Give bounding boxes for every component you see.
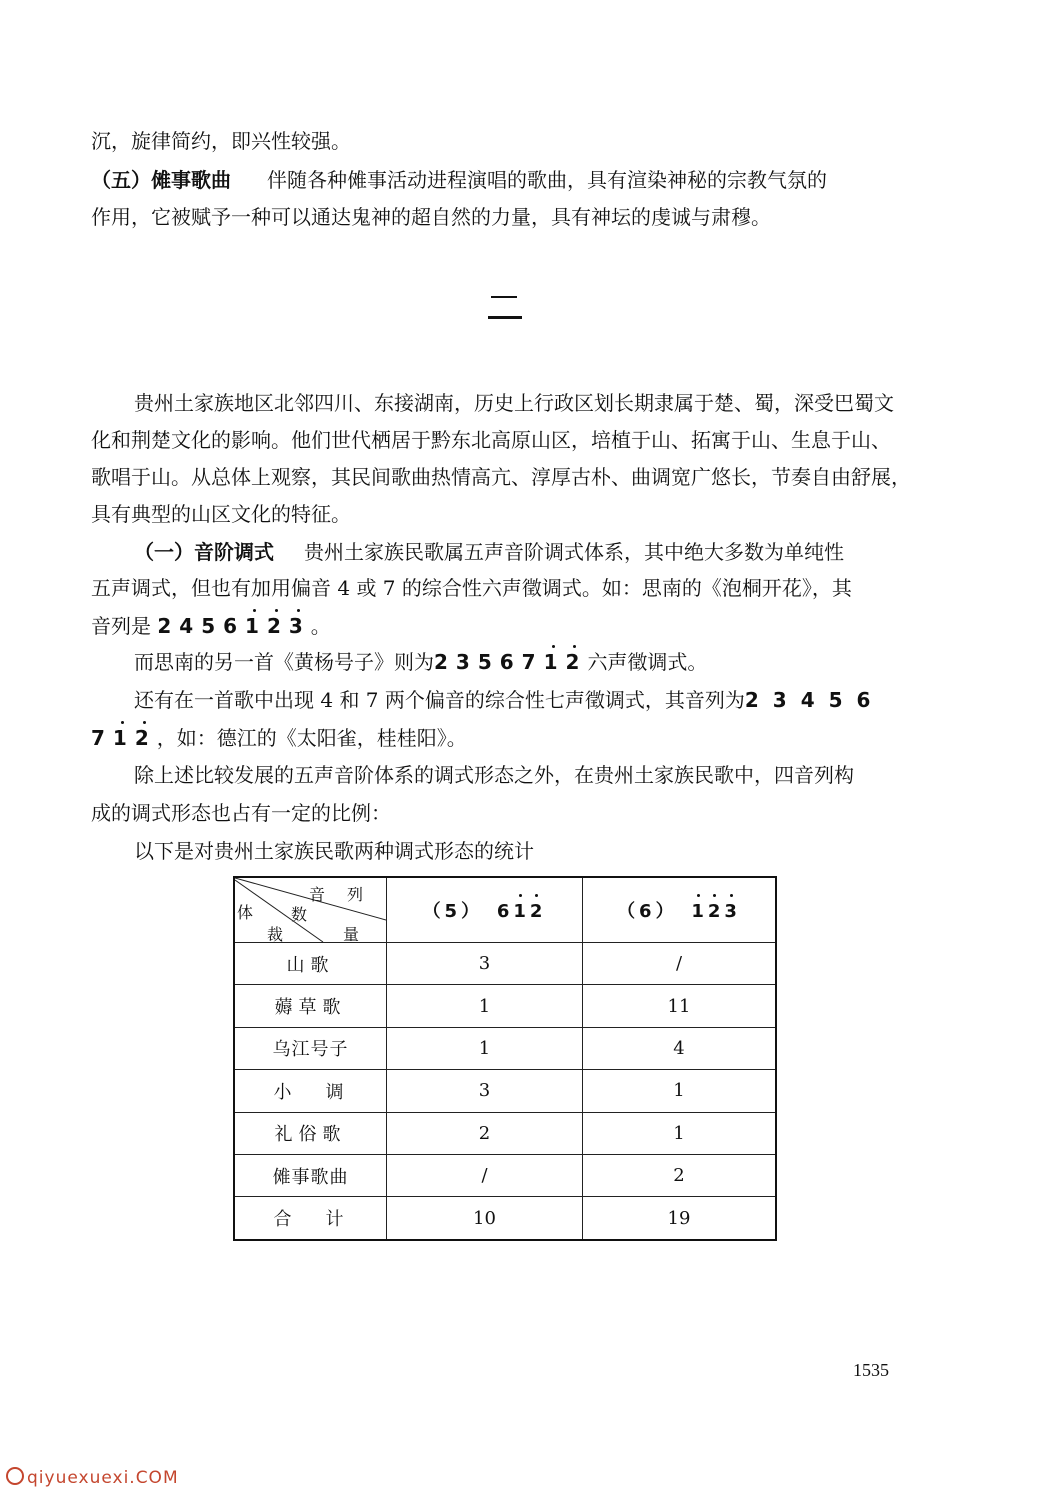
table-cell: 2 (583, 1154, 777, 1196)
section-label: （一）音阶调式 (134, 540, 274, 564)
paragraph-text: 贵州土家族民歌属五声音阶调式体系，其中绝大多数为单纯性 (304, 540, 844, 564)
scale-notes: 23456 (744, 688, 885, 712)
table-row (234, 1154, 776, 1196)
paragraph-text: 音列是 (91, 614, 151, 638)
watermark-logo-icon (6, 1467, 24, 1485)
paragraph-line (91, 728, 467, 748)
corner-label-top: 音列 (309, 885, 386, 904)
paragraph-text: 。 (310, 614, 331, 638)
row-label: 乌江号子 (234, 1027, 387, 1069)
watermark: qiyuexuexi.COM (6, 1467, 179, 1488)
table-row (234, 1112, 776, 1154)
column-notes: 612 (496, 901, 547, 922)
scale-notes: 23567 (434, 650, 544, 674)
paragraph-text: 六声徵调式。 (587, 650, 708, 674)
table-cell: 1 (387, 985, 583, 1027)
column-prefix: （5） (422, 901, 484, 922)
paragraph-text: 伴随各种傩事活动进程演唱的歌曲，具有渲染神秘的宗教气氛的 (267, 168, 827, 192)
paragraph-text: 而思南的另一首《黄杨号子》则为 (134, 650, 434, 674)
dotted-note: 1 (543, 650, 566, 674)
table-row (234, 943, 776, 985)
paragraph-line: 作用，它被赋予一种可以通达鬼神的超自然的力量，具有神坛的虔诚与肃穆。 (91, 205, 771, 229)
column-notes: 123 (691, 901, 741, 922)
table-cell: 3 (387, 1070, 583, 1112)
paragraph-line: 五声调式，但也有加用偏音 4 或 7 的综合性六声徵调式。如：思南的《泡桐开花》，其 (91, 576, 852, 600)
paragraph-line: 成的调式形态也占有一定的比例： (91, 801, 391, 825)
table-cell: / (583, 943, 777, 985)
paragraph-line: 以下是对贵州土家族民歌两种调式形态的统计 (134, 839, 534, 863)
corner-label-bottom-right: 量 (343, 925, 360, 944)
paragraph-line: 具有典型的山区文化的特征。 (91, 502, 351, 526)
column-header (583, 877, 777, 943)
row-label: 小调 (234, 1070, 387, 1112)
table-cell: 1 (583, 1070, 777, 1112)
page-number: 1535 (853, 1360, 889, 1380)
dotted-note: 2 (266, 614, 289, 638)
table-cell: 19 (583, 1197, 777, 1240)
corner-label-mid: 数 (291, 905, 308, 924)
table-header-row (234, 877, 776, 943)
paragraph-line: 沉，旋律简约，即兴性较强。 (91, 129, 351, 153)
corner-label-bottom-left: 裁 (267, 925, 284, 944)
paragraph-line (134, 690, 884, 710)
paragraph-line: 歌唱于山。从总体上观察，其民间歌曲热情高亢、淳厚古朴、曲调宽广悠长，节奏自由舒展， (91, 465, 911, 489)
column-prefix: （6） (617, 901, 678, 922)
table-cell: / (387, 1154, 583, 1196)
table-row (234, 985, 776, 1027)
corner-label-left: 体 (237, 903, 254, 922)
table-cell: 2 (387, 1112, 583, 1154)
paragraph-line: 除上述比较发展的五声音阶体系的调式形态之外，在贵州土家族民歌中，四音列构 (134, 763, 854, 787)
scale-notes: 2456 (157, 614, 246, 638)
table-cell: 3 (387, 943, 583, 985)
row-label: 山歌 (234, 943, 387, 985)
diagonal-header-cell (234, 877, 387, 943)
row-label: 礼俗歌 (234, 1112, 387, 1154)
paragraph-line (134, 542, 844, 562)
row-label: 傩事歌曲 (234, 1154, 387, 1196)
table-row (234, 1070, 776, 1112)
table-cell: 4 (583, 1027, 777, 1069)
section-heading (488, 292, 524, 322)
paragraph-line: 贵州土家族地区北邻四川、东接湖南，历史上行政区划长期隶属于楚、蜀，深受巴蜀文 (134, 391, 894, 415)
column-header (387, 877, 583, 943)
paragraph-line (91, 616, 331, 636)
dotted-note: 3 (288, 614, 311, 638)
section-label: （五）傩事歌曲 (91, 168, 231, 192)
row-label: 薅草歌 (234, 985, 387, 1027)
paragraph-line (134, 652, 707, 672)
dotted-note: 2 (134, 726, 157, 750)
dotted-note: 1 (245, 614, 267, 638)
table-cell: 1 (583, 1112, 777, 1154)
table-cell: 11 (583, 985, 777, 1027)
dotted-note: 1 (112, 726, 135, 750)
row-label: 合计 (234, 1197, 387, 1240)
table-row (234, 1197, 776, 1240)
paragraph-line (91, 170, 827, 190)
table-row (234, 1027, 776, 1069)
scale-notes: 7 (91, 726, 113, 750)
table-cell: 10 (387, 1197, 583, 1240)
paragraph-text: 还有在一首歌中出现 4 和 7 两个偏音的综合性七声徵调式，其音列为 (134, 688, 745, 712)
table-cell: 1 (387, 1027, 583, 1069)
dotted-note: 2 (565, 650, 588, 674)
paragraph-text: ，如：德江的《太阳雀，桂桂阳》。 (156, 726, 467, 750)
paragraph-line: 化和荆楚文化的影响。他们世代栖居于黔东北高原山区，培植于山、拓寓于山、生息于山、 (91, 428, 891, 452)
statistics-table (233, 876, 777, 1241)
